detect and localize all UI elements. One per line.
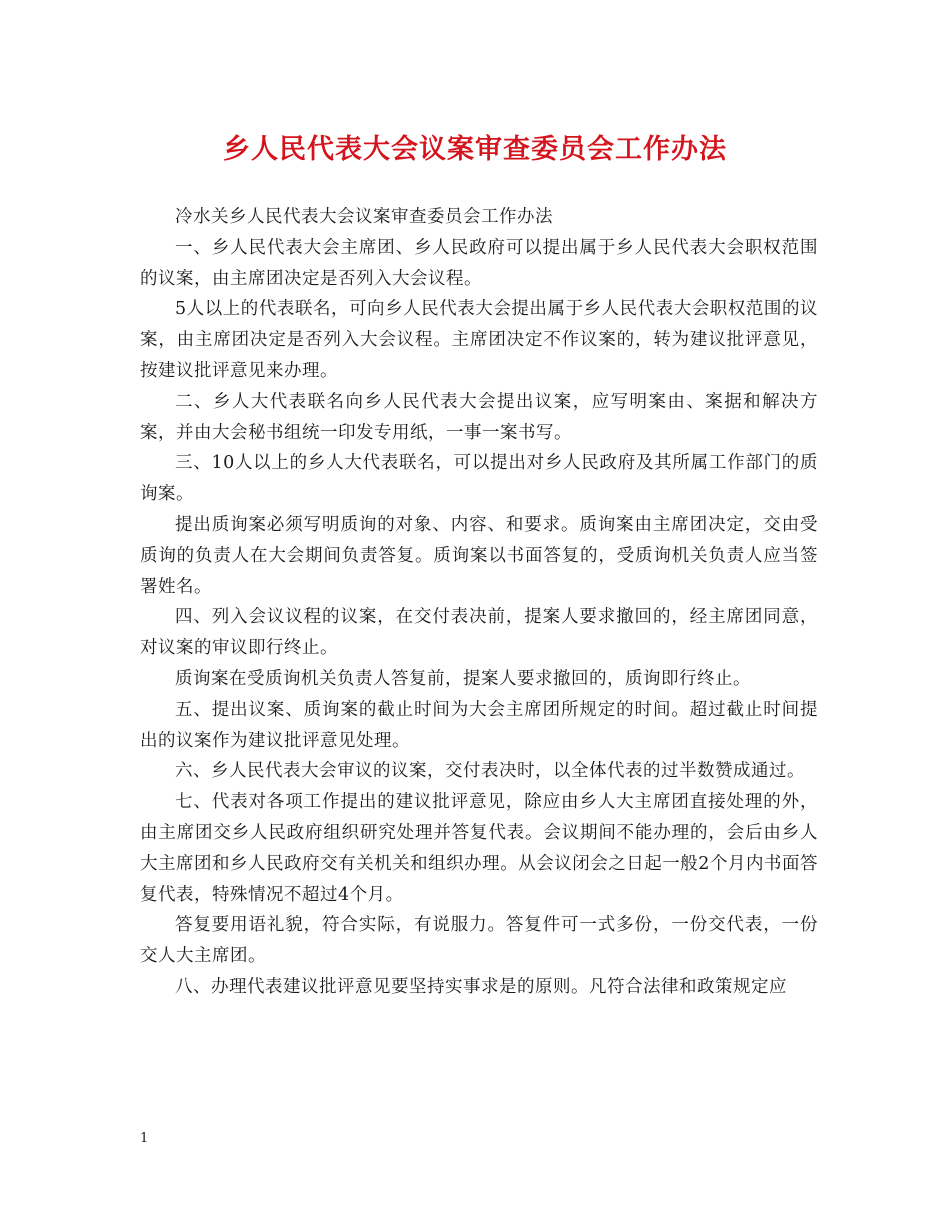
paragraph: 七、代表对各项工作提出的建议批评意见，除应由乡人大主席团直接处理的外，由主席团交乡人民政府组织研究处理并答复代表。会议期间不能办理的，会后由乡人大主席团和乡人民政府交有关机关和组织办理。从会议闭会之日起一般2个月内书面答复代表，特殊情况不超过4个月。 bbox=[140, 792, 818, 905]
paragraph: 一、乡人民代表大会主席团、乡人民政府可以提出属于乡人民代表大会职权范围的议案，由主席团决定是否列入大会议程。 bbox=[140, 237, 818, 289]
paragraph: 六、乡人民代表大会审议的议案，交付表决时，以全体代表的过半数赞成通过。 bbox=[175, 761, 805, 782]
paragraph: 八、办理代表建议批评意见要坚持实事求是的原则。凡符合法律和政策规定应 bbox=[175, 976, 787, 997]
paragraph: 质询案在受质询机关负责人答复前，提案人要求撤回的，质询即行终止。 bbox=[175, 668, 751, 689]
page-number: 1 bbox=[140, 1131, 149, 1146]
paragraph: 五、提出议案、质询案的截止时间为大会主席团所规定的时间。超过截止时间提出的议案作为建议批评意见处理。 bbox=[140, 699, 818, 751]
paragraph: 5人以上的代表联名，可向乡人民代表大会提出属于乡人民代表大会职权范围的议案，由主席团决定是否列入大会议程。主席团决定不作议案的，转为建议批评意见，按建议批评意见来办理。 bbox=[140, 299, 818, 381]
paragraph: 提出质询案必须写明质询的对象、内容、和要求。质询案由主席团决定，交由受质询的负责人在大会期间负责答复。质询案以书面答复的，受质询机关负责人应当签署姓名。 bbox=[140, 514, 818, 597]
paragraph: 二、乡人大代表联名向乡人民代表大会提出议案，应写明案由、案据和解决方案，并由大会秘书组统一印发专用纸，一事一案书写。 bbox=[140, 391, 818, 443]
document-title: 乡人民代表大会议案审查委员会工作办法 bbox=[223, 134, 727, 165]
paragraph: 四、列入会议议程的议案，在交付表决前，提案人要求撤回的，经主席团同意，对议案的审议即行终止。 bbox=[140, 607, 818, 659]
paragraph: 三、10人以上的乡人大代表联名，可以提出对乡人民政府及其所属工作部门的质询案。 bbox=[140, 453, 818, 505]
paragraph: 冷水关乡人民代表大会议案审查委员会工作办法 bbox=[175, 207, 553, 227]
paragraph: 答复要用语礼貌，符合实际，有说服力。答复件可一式多份，一份交代表，一份交人大主席团。 bbox=[140, 915, 818, 967]
document-body bbox=[140, 202, 818, 1003]
